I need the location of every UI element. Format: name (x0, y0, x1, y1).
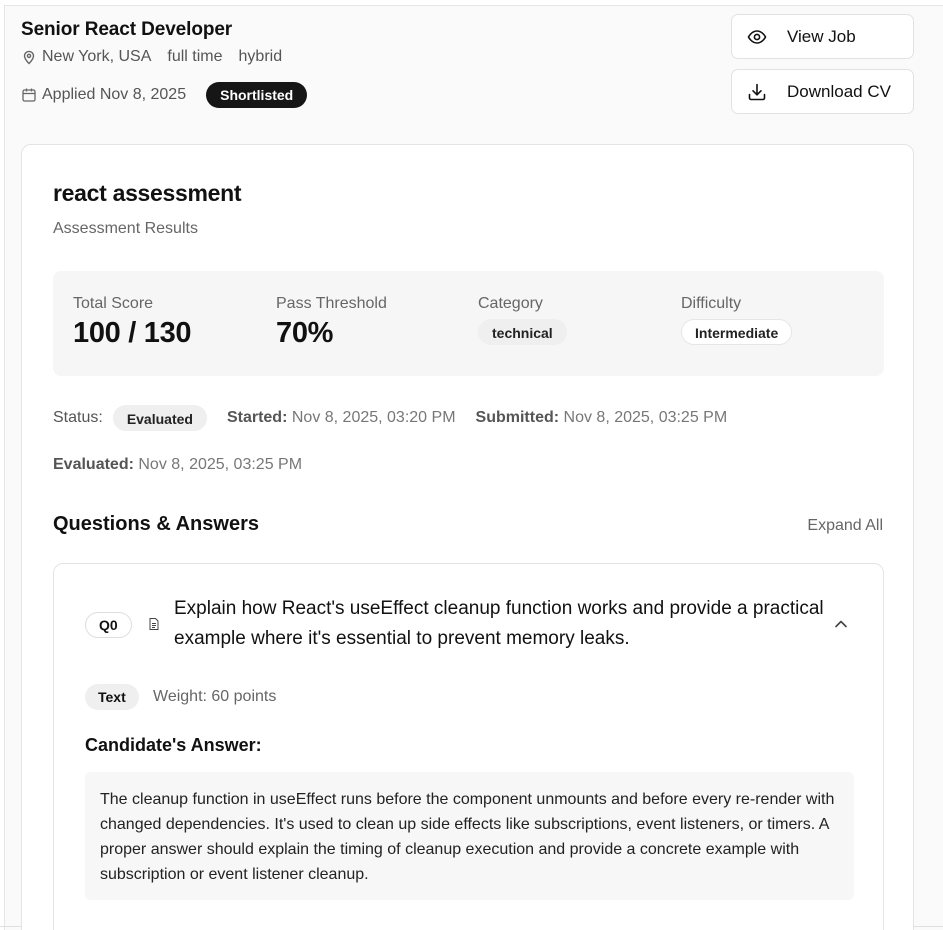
question-weight: Weight: 60 points (153, 688, 277, 705)
download-icon (747, 82, 767, 102)
category-badge: technical (478, 319, 567, 345)
question-type-badge: Text (85, 684, 139, 710)
candidate-answer-title: Candidate's Answer: (85, 735, 262, 755)
submitted-info (476, 409, 728, 427)
expand-all-button[interactable]: Expand All (807, 517, 883, 534)
started-info (227, 409, 456, 427)
map-pin-icon (21, 49, 37, 65)
job-employment-type: full time (167, 48, 223, 65)
job-title: Senior React Developer (21, 19, 233, 40)
stat-pass-threshold (276, 295, 387, 350)
job-applied-row (21, 82, 307, 108)
job-meta-row (21, 48, 282, 66)
started-label: Started: (226, 409, 288, 426)
calendar-icon (21, 87, 37, 103)
assessment-title: react assessment (53, 180, 242, 206)
stat-difficulty (681, 295, 792, 345)
chevron-up-icon[interactable] (833, 616, 849, 632)
assessment-stats-panel (53, 271, 884, 376)
assessment-status-row (53, 405, 747, 431)
question-text: Explain how React's useEffect cleanup function works and provide a practical example where it's essential to prevent memory leaks. (174, 598, 824, 649)
stat-label: Category (478, 295, 543, 312)
assessment-card (21, 144, 914, 930)
question-card (53, 563, 884, 930)
document-icon (149, 618, 159, 630)
stat-category (478, 295, 567, 345)
status-label: Status: (53, 409, 103, 426)
view-job-button[interactable] (731, 14, 914, 59)
download-cv-button[interactable] (731, 69, 914, 114)
stat-label: Difficulty (681, 295, 742, 312)
evaluated-value: Nov 8, 2025, 03:25 PM (138, 456, 303, 473)
question-number-badge: Q0 (85, 612, 132, 638)
job-location: New York, USA (42, 48, 152, 65)
job-work-mode: hybrid (238, 48, 283, 65)
job-applied-date: Applied Nov 8, 2025 (42, 86, 187, 103)
stat-label: Total Score (73, 295, 154, 312)
eye-icon (747, 27, 767, 47)
status-badge: Shortlisted (206, 82, 307, 108)
evaluated-label: Evaluated: (53, 456, 134, 473)
status-evaluated-badge: Evaluated (113, 405, 207, 431)
submitted-value: Nov 8, 2025, 03:25 PM (563, 409, 728, 426)
view-job-label: View Job (787, 26, 856, 46)
candidate-answer-text: The cleanup function in useEffect runs before the component unmounts and before every re-render with changed dependencies. It's used to clean up side effects like subscriptions, event listeners, or timers. A proper answer should explain the timing of cleanup execution and provide a concrete example with subscription or event listener cleanup. (85, 772, 854, 900)
difficulty-badge: Intermediate (681, 319, 792, 345)
stat-total-score (73, 295, 191, 350)
evaluated-info (53, 456, 302, 474)
stat-value: 70% (276, 317, 334, 349)
submitted-label: Submitted: (475, 409, 560, 426)
started-value: Nov 8, 2025, 03:20 PM (291, 409, 456, 426)
download-cv-label: Download CV (787, 81, 891, 101)
assessment-subtitle: Assessment Results (53, 220, 198, 237)
stat-label: Pass Threshold (276, 295, 387, 312)
stat-value: 100 / 130 (73, 317, 192, 349)
qa-section-title: Questions & Answers (53, 513, 259, 535)
